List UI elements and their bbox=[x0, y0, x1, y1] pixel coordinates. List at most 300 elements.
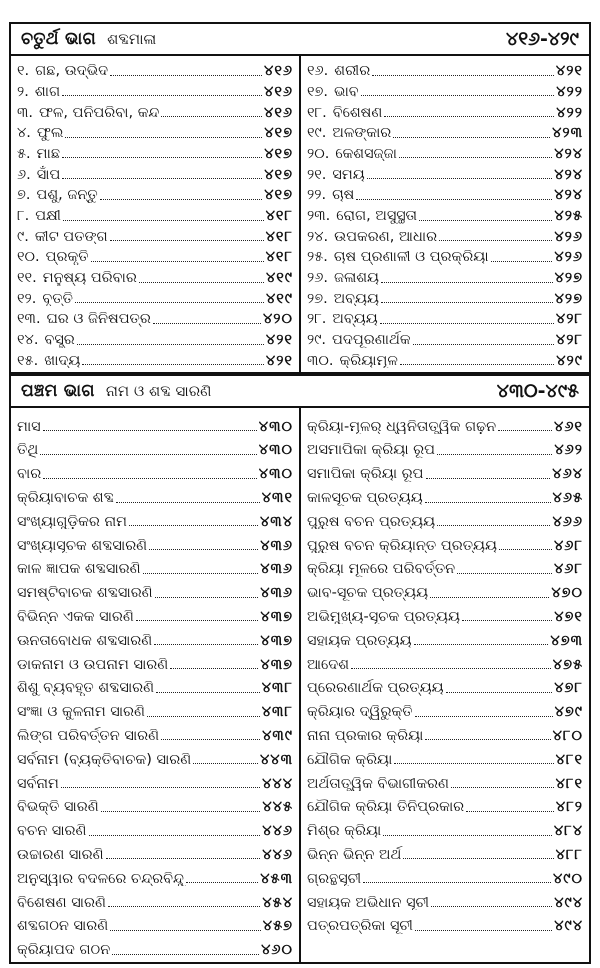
entry-label: ଉପକରଣ, ଆଧାର bbox=[334, 228, 438, 245]
section-5-heading bbox=[21, 381, 211, 401]
entry-number: ୧୫. bbox=[17, 352, 39, 369]
entry-label: ବାର bbox=[17, 466, 42, 482]
toc-entry bbox=[17, 529, 293, 553]
entry-page-number: ୪୮୦ bbox=[552, 727, 583, 744]
toc-entry bbox=[17, 286, 293, 307]
entry-number: ୧୦. bbox=[17, 249, 40, 265]
toc-entry bbox=[307, 720, 583, 744]
dot-leader bbox=[147, 716, 260, 717]
dot-leader bbox=[399, 157, 552, 158]
entry-label: ଶବ୍ଦଗଠନ ସାରଣି bbox=[17, 918, 109, 934]
entry-label: ନାନା ପ୍ରକାର କ୍ରିୟା bbox=[307, 727, 424, 744]
section-4-page-range: ୪୧୬-୪୨୯ bbox=[506, 28, 579, 50]
toc-entry bbox=[17, 934, 293, 958]
entry-number: ୨୬. bbox=[307, 270, 328, 286]
entry-number: ୧୬. bbox=[307, 63, 329, 79]
dot-leader bbox=[381, 302, 553, 303]
dot-leader bbox=[62, 157, 262, 158]
entry-page-number: ୪୨୬ bbox=[554, 228, 583, 245]
toc-entry bbox=[307, 910, 583, 934]
toc-entry bbox=[17, 624, 293, 648]
section-5-subtitle: ନାମ ଓ ଶବ୍ଦ ସାରଣି bbox=[105, 382, 212, 401]
entry-page-number: ୪୩୭ bbox=[260, 656, 293, 673]
entry-page-number: ୪୪୩ bbox=[260, 751, 293, 768]
entry-label: ପଶୁ, ଜନ୍ତୁ bbox=[36, 187, 98, 203]
entry-label: କ୍ରିୟାମୂଳ bbox=[339, 352, 398, 369]
entry-label: ରୋଗ, ଅସୁସ୍ଥତା bbox=[336, 208, 418, 224]
entry-label: ସମଷ୍ଟିବାଚକ ଶବ୍ଦସାରଣି bbox=[17, 585, 153, 601]
entry-number: ୧୨. bbox=[17, 290, 37, 307]
toc-entry bbox=[307, 327, 583, 348]
entry-page-number: ୪୧୬ bbox=[264, 104, 293, 121]
entry-label: କୀଟ ପତଙ୍ଗ bbox=[34, 228, 108, 245]
entry-page-number: ୪୯୪ bbox=[554, 894, 583, 911]
entry-page-number: ୪୨୦ bbox=[262, 311, 293, 327]
entry-page-number: ୪୧୯ bbox=[265, 290, 293, 307]
entry-page-number: ୪୭୦ bbox=[551, 585, 583, 601]
section-5-entries bbox=[9, 408, 591, 963]
entry-label: ବଚନ ସାରଣି bbox=[17, 823, 87, 839]
entry-label: ବୃତ୍ତି bbox=[42, 290, 73, 307]
entry-page-number: ୪୧୭ bbox=[264, 187, 293, 203]
dot-leader bbox=[393, 137, 550, 138]
toc-entry bbox=[307, 743, 583, 767]
toc-entry bbox=[307, 244, 583, 265]
entry-label: ଅନୁସ୍ୱାର ବଦଳରେ ଚନ୍ଦ୍ରବିନ୍ଦୁ bbox=[17, 870, 184, 887]
dot-leader bbox=[43, 430, 257, 431]
entry-label: ସହାୟକ ଅଭିଧାନ ସୂଚୀ bbox=[307, 894, 429, 911]
entry-label: କ୍ରିୟାପଦ ଗଠନ bbox=[17, 942, 111, 958]
entry-label: ଅବ୍ୟୟ bbox=[332, 311, 378, 327]
entry-page-number: ୪୫୩ bbox=[260, 870, 293, 887]
entry-label: ଡାକନାମ ଓ ଉପନାମ ସାରଣି bbox=[17, 656, 169, 673]
entry-label: ଶରୀର bbox=[334, 63, 371, 79]
entry-page-number: ୪୭୮ bbox=[554, 680, 583, 696]
entry-page-number: ୪୯୦ bbox=[553, 870, 583, 887]
toc-entry bbox=[307, 672, 583, 696]
entry-page-number: ୪୨୨ bbox=[556, 83, 583, 100]
entry-page-number: ୪୨୩ bbox=[552, 125, 583, 141]
dot-leader bbox=[437, 454, 552, 455]
dot-leader bbox=[106, 858, 261, 859]
entry-label: ବିଭକ୍ତି ସାରଣି bbox=[17, 799, 99, 815]
entry-label: ଖାଦ୍ୟ bbox=[44, 352, 81, 369]
entry-label: ଫୁଲ bbox=[36, 125, 64, 141]
entry-page-number: ୪୧୭ bbox=[264, 145, 293, 162]
dot-leader bbox=[186, 882, 258, 883]
dot-leader bbox=[139, 282, 264, 283]
dot-leader bbox=[499, 549, 552, 550]
dot-leader bbox=[65, 137, 262, 138]
entry-page-number: ୪୩୧ bbox=[261, 490, 293, 506]
entry-number: ୩. bbox=[17, 104, 34, 121]
dot-leader bbox=[361, 95, 555, 96]
toc-entry bbox=[307, 601, 583, 625]
entry-label: ବସ୍ତ୍ର bbox=[44, 332, 75, 348]
toc-entry bbox=[307, 434, 583, 458]
entry-label: ଲିଙ୍ଗ ପରିବର୍ତ୍ତନ ସାରଣି bbox=[17, 727, 160, 744]
dot-leader bbox=[40, 454, 257, 455]
entry-label: ଗଛ, ଉଦ୍‌ଭିଦ bbox=[35, 63, 109, 79]
entry-label: ଆଦେଶ bbox=[307, 656, 350, 673]
entry-label: କ୍ରିୟା ମୂଳରେ ପରିବର୍ତ୍ତନ bbox=[307, 561, 456, 577]
entry-page-number: ୪୩୦ bbox=[258, 466, 293, 482]
entry-number: ୧୭. bbox=[307, 83, 329, 100]
dot-leader bbox=[156, 692, 260, 693]
entry-page-number: ୪୯୪ bbox=[554, 918, 583, 934]
toc-entry bbox=[17, 506, 293, 530]
dot-leader bbox=[110, 75, 262, 76]
toc-entry bbox=[307, 306, 583, 327]
toc-entry bbox=[17, 743, 293, 767]
section-4-entries bbox=[9, 56, 591, 374]
toc-entry bbox=[17, 410, 293, 434]
entry-number: ୬. bbox=[17, 166, 31, 183]
entry-label: ପ୍ରେରଣାର୍ଥକ ପ୍ରତ୍ୟୟ bbox=[307, 680, 444, 696]
toc-entry bbox=[307, 862, 583, 886]
toc-entry bbox=[307, 767, 583, 791]
toc-entry bbox=[17, 696, 293, 720]
toc-entry bbox=[307, 120, 583, 141]
entry-page-number: ୪୬୨ bbox=[554, 442, 583, 458]
entry-label: ସର୍ବନାମ bbox=[17, 775, 59, 792]
entry-page-number: ୪୬୧ bbox=[554, 418, 583, 435]
toc-entry bbox=[17, 58, 293, 79]
entry-label: ମାଛ bbox=[36, 145, 61, 162]
entry-page-number: ୪୫୪ bbox=[262, 894, 293, 911]
entry-label: ଫଳ, ପନିପରିବା, କନ୍ଦ bbox=[39, 104, 160, 121]
entry-number: ୨୨. bbox=[307, 187, 327, 203]
entry-label: ପୁରୁଷ ବଚନ ପ୍ରତ୍ୟୟ bbox=[307, 513, 436, 530]
entry-number: ୧୯. bbox=[307, 125, 327, 141]
entry-number: ୯. bbox=[17, 228, 29, 245]
entry-page-number: ୪୧୬ bbox=[264, 63, 293, 79]
entry-label: ମାସ bbox=[17, 418, 41, 435]
entry-page-number: ୪୬୬ bbox=[552, 513, 583, 530]
entry-page-number: ୪୮୨ bbox=[555, 799, 583, 815]
entry-number: ୨୧. bbox=[307, 166, 327, 183]
dot-leader bbox=[446, 692, 553, 693]
section-4-subtitle: ଶବ୍ଦମାଳା bbox=[107, 30, 157, 48]
entry-page-number: ୪୭୧ bbox=[554, 608, 583, 625]
entry-label: କାଳସୂଚକ ପ୍ରତ୍ୟୟ bbox=[307, 490, 423, 506]
dot-leader bbox=[62, 178, 262, 179]
toc-entry bbox=[17, 327, 293, 348]
entry-label: ବିଶେଷଣ ସାରଣି bbox=[17, 894, 106, 911]
toc-entry bbox=[17, 862, 293, 886]
entry-number: ୫. bbox=[17, 145, 31, 162]
entry-page-number: ୪୨୪ bbox=[554, 166, 583, 183]
toc-entry bbox=[17, 99, 293, 120]
entry-label: ଊନତାବୋଧକ ଶବ୍ଦସାରଣି bbox=[17, 632, 153, 649]
dot-leader bbox=[161, 116, 262, 117]
section-5-page-range: ୪୩୦-୪୯୫ bbox=[496, 380, 579, 403]
dot-leader bbox=[110, 930, 261, 931]
dot-leader bbox=[415, 716, 553, 717]
entry-label: କ୍ରିୟାବାଚକ ଶବ୍ଦ bbox=[17, 490, 114, 506]
toc-entry bbox=[17, 348, 293, 369]
entry-page-number: ୪୭୯ bbox=[554, 704, 583, 720]
dot-leader bbox=[383, 835, 552, 836]
entry-number: ୨୪. bbox=[307, 228, 329, 245]
entry-page-number: ୪୪୬ bbox=[262, 823, 293, 839]
toc-entry bbox=[307, 791, 583, 815]
toc-entry bbox=[17, 648, 293, 672]
dot-leader bbox=[425, 739, 550, 740]
entry-label: ସମୟ bbox=[332, 166, 365, 183]
toc-entry bbox=[17, 182, 293, 203]
entry-label: ସହାୟକ ପ୍ରତ୍ୟୟ bbox=[307, 632, 412, 649]
entry-page-number: ୪୧୮ bbox=[265, 208, 293, 224]
dot-leader bbox=[419, 220, 552, 221]
entry-number: ୧୮. bbox=[307, 104, 327, 121]
toc-entry bbox=[307, 99, 583, 120]
toc-entry bbox=[17, 244, 293, 265]
dot-leader bbox=[451, 787, 554, 788]
entry-page-number: ୪୩୭ bbox=[260, 632, 293, 649]
dot-leader bbox=[400, 364, 554, 365]
toc-entry bbox=[17, 141, 293, 162]
toc-entry bbox=[307, 161, 583, 182]
entry-page-number: ୪୬୪ bbox=[552, 466, 583, 482]
entry-label: ସାଁପ bbox=[36, 166, 61, 183]
toc-entry bbox=[17, 79, 293, 100]
toc-entry bbox=[307, 696, 583, 720]
section-4-left-column bbox=[11, 56, 301, 372]
entry-number: ୨୭. bbox=[307, 290, 328, 307]
entry-label: ଅର୍ଥତାତ୍ତ୍ୱିକ ବିଭାଗୀକରଣ bbox=[307, 775, 449, 792]
entry-label: ଉଚ୍ଚାରଣ ସାରଣି bbox=[17, 846, 104, 863]
toc-entry bbox=[307, 79, 583, 100]
entry-number: ୨. bbox=[17, 83, 29, 100]
entry-label: ପଦପୂରଣାର୍ଥକ bbox=[332, 332, 411, 348]
entry-label: ଭିନ୍ନ ଭିନ୍ନ ଅର୍ଥ bbox=[307, 846, 402, 863]
entry-label: ଅବ୍ୟୟ bbox=[333, 290, 379, 307]
entry-page-number: ୪୫୭ bbox=[262, 918, 293, 934]
toc-entry bbox=[307, 265, 583, 286]
toc-entry bbox=[17, 577, 293, 601]
section-5-left-column bbox=[11, 408, 301, 961]
section-4-right-column bbox=[301, 56, 589, 372]
entry-label: ଭାବ-ସୂଚକ ପ୍ରତ୍ୟୟ bbox=[307, 585, 429, 601]
dot-leader bbox=[414, 644, 549, 645]
dot-leader bbox=[61, 787, 260, 788]
toc-entry bbox=[17, 672, 293, 696]
dot-leader bbox=[384, 116, 554, 117]
entry-page-number: ୪୨୪ bbox=[554, 187, 583, 203]
entry-page-number: ୪୭୫ bbox=[552, 656, 583, 673]
entry-label: ସଂଖ୍ୟାସୂଚକ ଶବ୍ଦସାରଣି bbox=[17, 537, 148, 554]
entry-label: ଘର ଓ ଜିନିଷପତ୍ର bbox=[46, 311, 151, 327]
dot-leader bbox=[108, 906, 260, 907]
dot-leader bbox=[413, 344, 554, 345]
dot-leader bbox=[356, 199, 552, 200]
dot-leader bbox=[462, 620, 552, 621]
toc-entry bbox=[307, 553, 583, 577]
toc-entry bbox=[307, 839, 583, 863]
entry-page-number: ୪୧୮ bbox=[265, 228, 293, 245]
entry-label: କେଶସଜ୍ଜା bbox=[335, 145, 397, 162]
entry-page-number: ୪୪୫ bbox=[262, 799, 293, 815]
dot-leader bbox=[143, 573, 259, 574]
toc-entry bbox=[307, 410, 583, 434]
entry-label: ଅଳଙ୍କାର bbox=[332, 125, 392, 141]
entry-label: ଭାବ bbox=[334, 83, 359, 100]
dot-leader bbox=[372, 75, 554, 76]
entry-label: ସର୍ବନାମ (ବ୍ୟକ୍ତିବାଚକ) ସାରଣି bbox=[17, 751, 192, 768]
entry-label: ଗ୍ରନ୍ଥସୂଚୀ bbox=[307, 870, 362, 887]
entry-label: ପୁରୁଷ ବଚନ କ୍ରିୟାନ୍ତ ପ୍ରତ୍ୟୟ bbox=[307, 537, 497, 554]
entry-label: ସଂଖ୍ୟାଗୁଡ଼ିକର ନାମ bbox=[17, 513, 127, 530]
dot-leader bbox=[116, 502, 260, 503]
dot-leader bbox=[63, 220, 264, 221]
entry-number: ୧୪. bbox=[17, 332, 39, 348]
toc-entry bbox=[307, 648, 583, 672]
toc-entry bbox=[17, 482, 293, 506]
entry-page-number: ୪୧୭ bbox=[264, 125, 293, 141]
toc-entry bbox=[307, 886, 583, 910]
entry-label: ଜଳାଶୟ bbox=[333, 270, 380, 286]
section-4-title: ଚତୁର୍ଥ ଭାଗ bbox=[21, 29, 96, 49]
toc-entry bbox=[17, 203, 293, 224]
entry-page-number: ୪୧୯ bbox=[265, 270, 293, 286]
toc-entry bbox=[307, 141, 583, 162]
entry-page-number: ୪୩୦ bbox=[258, 418, 293, 435]
dot-leader bbox=[110, 240, 264, 241]
entry-number: ୧. bbox=[17, 63, 30, 79]
toc-entry bbox=[307, 224, 583, 245]
entry-label: ପତ୍ରପତ୍ରିକା ସୂଚୀ bbox=[307, 918, 413, 934]
dot-leader bbox=[457, 573, 552, 574]
entry-page-number: ୪୧୭ bbox=[264, 166, 293, 183]
entry-page-number: ୪୨୧ bbox=[265, 332, 293, 348]
entry-page-number: ୪୨୧ bbox=[555, 63, 583, 79]
dot-leader bbox=[466, 811, 554, 812]
entry-label: ବିଶେଷଣ bbox=[332, 104, 383, 121]
entry-page-number: ୪୩୯ bbox=[262, 727, 293, 744]
toc-entry bbox=[17, 815, 293, 839]
toc-entry bbox=[17, 601, 293, 625]
dot-leader bbox=[136, 620, 259, 621]
entry-number: ୭. bbox=[17, 187, 31, 203]
dot-leader bbox=[431, 906, 552, 907]
entry-number: ୮. bbox=[17, 208, 30, 224]
dot-leader bbox=[351, 668, 551, 669]
entry-page-number: ୪୩୮ bbox=[261, 680, 293, 696]
toc-entry bbox=[307, 506, 583, 530]
entry-label: ଚାଷ bbox=[332, 187, 355, 203]
toc-entry bbox=[307, 458, 583, 482]
dot-leader bbox=[161, 739, 260, 740]
entry-label: ପକ୍ଷୀ bbox=[35, 208, 61, 224]
toc-entry bbox=[17, 306, 293, 327]
entry-number: ୧୧. bbox=[17, 270, 37, 286]
toc-entry bbox=[307, 182, 583, 203]
entry-number: ୨୫. bbox=[307, 249, 328, 265]
dot-leader bbox=[415, 930, 552, 931]
section-5-right-column bbox=[301, 408, 589, 961]
dot-leader bbox=[91, 261, 264, 262]
entry-page-number: ୪୨୮ bbox=[555, 332, 583, 348]
section-5-header bbox=[9, 374, 591, 408]
dot-leader bbox=[426, 478, 551, 479]
toc-entry bbox=[17, 791, 293, 815]
toc-entry bbox=[17, 839, 293, 863]
entry-number: ୨୩. bbox=[307, 208, 331, 224]
entry-label: ଶିଶୁ ବ୍ୟବହୃତ ଶବ୍ଦସାରଣି bbox=[17, 680, 155, 696]
entry-page-number: ୪୩୪ bbox=[260, 513, 293, 530]
toc-entry bbox=[17, 767, 293, 791]
dot-leader bbox=[437, 525, 550, 526]
entry-label: ତିଥି bbox=[17, 442, 39, 458]
entry-page-number: ୪୪୪ bbox=[262, 775, 293, 792]
entry-label: ମନୁଷ୍ୟ ପରିବାର bbox=[42, 270, 137, 286]
dot-leader bbox=[193, 763, 258, 764]
entry-label: ଯୌଗିକ କ୍ରିୟା bbox=[307, 751, 393, 768]
dot-leader bbox=[491, 261, 553, 262]
entry-page-number: ୪୧୮ bbox=[265, 249, 293, 265]
entry-page-number: ୪୪୬ bbox=[262, 846, 293, 863]
toc-entry bbox=[307, 348, 583, 369]
dot-leader bbox=[153, 323, 261, 324]
entry-number: ୨୮. bbox=[307, 311, 327, 327]
dot-leader bbox=[439, 240, 552, 241]
entry-label: ଯୌଗିକ କ୍ରିୟା ତିନିପ୍ରକାର bbox=[307, 799, 465, 815]
entry-page-number: ୪୨୯ bbox=[556, 352, 583, 369]
toc-entry bbox=[17, 265, 293, 286]
entry-page-number: ୪୬୮ bbox=[554, 561, 583, 577]
toc-entry bbox=[307, 624, 583, 648]
entry-page-number: ୪୨୧ bbox=[265, 352, 293, 369]
entry-page-number: ୪୭୩ bbox=[550, 632, 583, 649]
entry-number: ୩୦. bbox=[307, 352, 334, 369]
entry-page-number: ୪୨୫ bbox=[554, 208, 583, 224]
entry-page-number: ୪୨୪ bbox=[554, 145, 583, 162]
entry-label: କ୍ରିୟା-ମୂଳର୍ ଧ୍ୱନିତାତ୍ତ୍ୱିକ ଗଢ଼ନ bbox=[307, 418, 497, 435]
entry-page-number: ୪୩୬ bbox=[260, 537, 293, 554]
entry-page-number: ୪୮୧ bbox=[555, 775, 583, 792]
toc-entry bbox=[307, 815, 583, 839]
dot-leader bbox=[149, 549, 258, 550]
toc-entry bbox=[17, 910, 293, 934]
dot-leader bbox=[112, 954, 259, 955]
toc-entry bbox=[307, 529, 583, 553]
dot-leader bbox=[394, 763, 553, 764]
entry-label: ପ୍ରକୃତି bbox=[45, 249, 89, 265]
dot-leader bbox=[170, 668, 258, 669]
dot-leader bbox=[498, 430, 552, 431]
entry-label: ସଂଜ୍ଞା ଓ କୁଳନାମ ସାରଣି bbox=[17, 704, 145, 720]
dot-leader bbox=[380, 323, 554, 324]
entry-label: ଅସମାପିକା କ୍ରିୟା ରୂପ bbox=[307, 442, 435, 458]
dot-leader bbox=[367, 178, 553, 179]
dot-leader bbox=[430, 597, 549, 598]
section-4-heading bbox=[21, 29, 156, 49]
entry-page-number: ୪୨୬ bbox=[554, 249, 583, 265]
toc-entry bbox=[17, 434, 293, 458]
entry-label: ମିଶ୍ର କ୍ରିୟା bbox=[307, 823, 382, 839]
toc-entry bbox=[17, 720, 293, 744]
entry-page-number: ୪୬୦ bbox=[261, 942, 293, 958]
entry-page-number: ୪୨୭ bbox=[554, 290, 583, 307]
section-4-header bbox=[9, 22, 591, 56]
entry-page-number: ୪୮୪ bbox=[553, 823, 583, 839]
entry-number: ୧୩. bbox=[17, 311, 41, 327]
toc-entry bbox=[17, 224, 293, 245]
entry-label: ଅଭିମୁଖ୍ୟ-ସୂଚକ ପ୍ରତ୍ୟୟ bbox=[307, 608, 460, 625]
entry-label: କ୍ରିୟାର ଦ୍ୱିରୁକ୍ତି bbox=[307, 704, 413, 720]
dot-leader bbox=[89, 835, 261, 836]
